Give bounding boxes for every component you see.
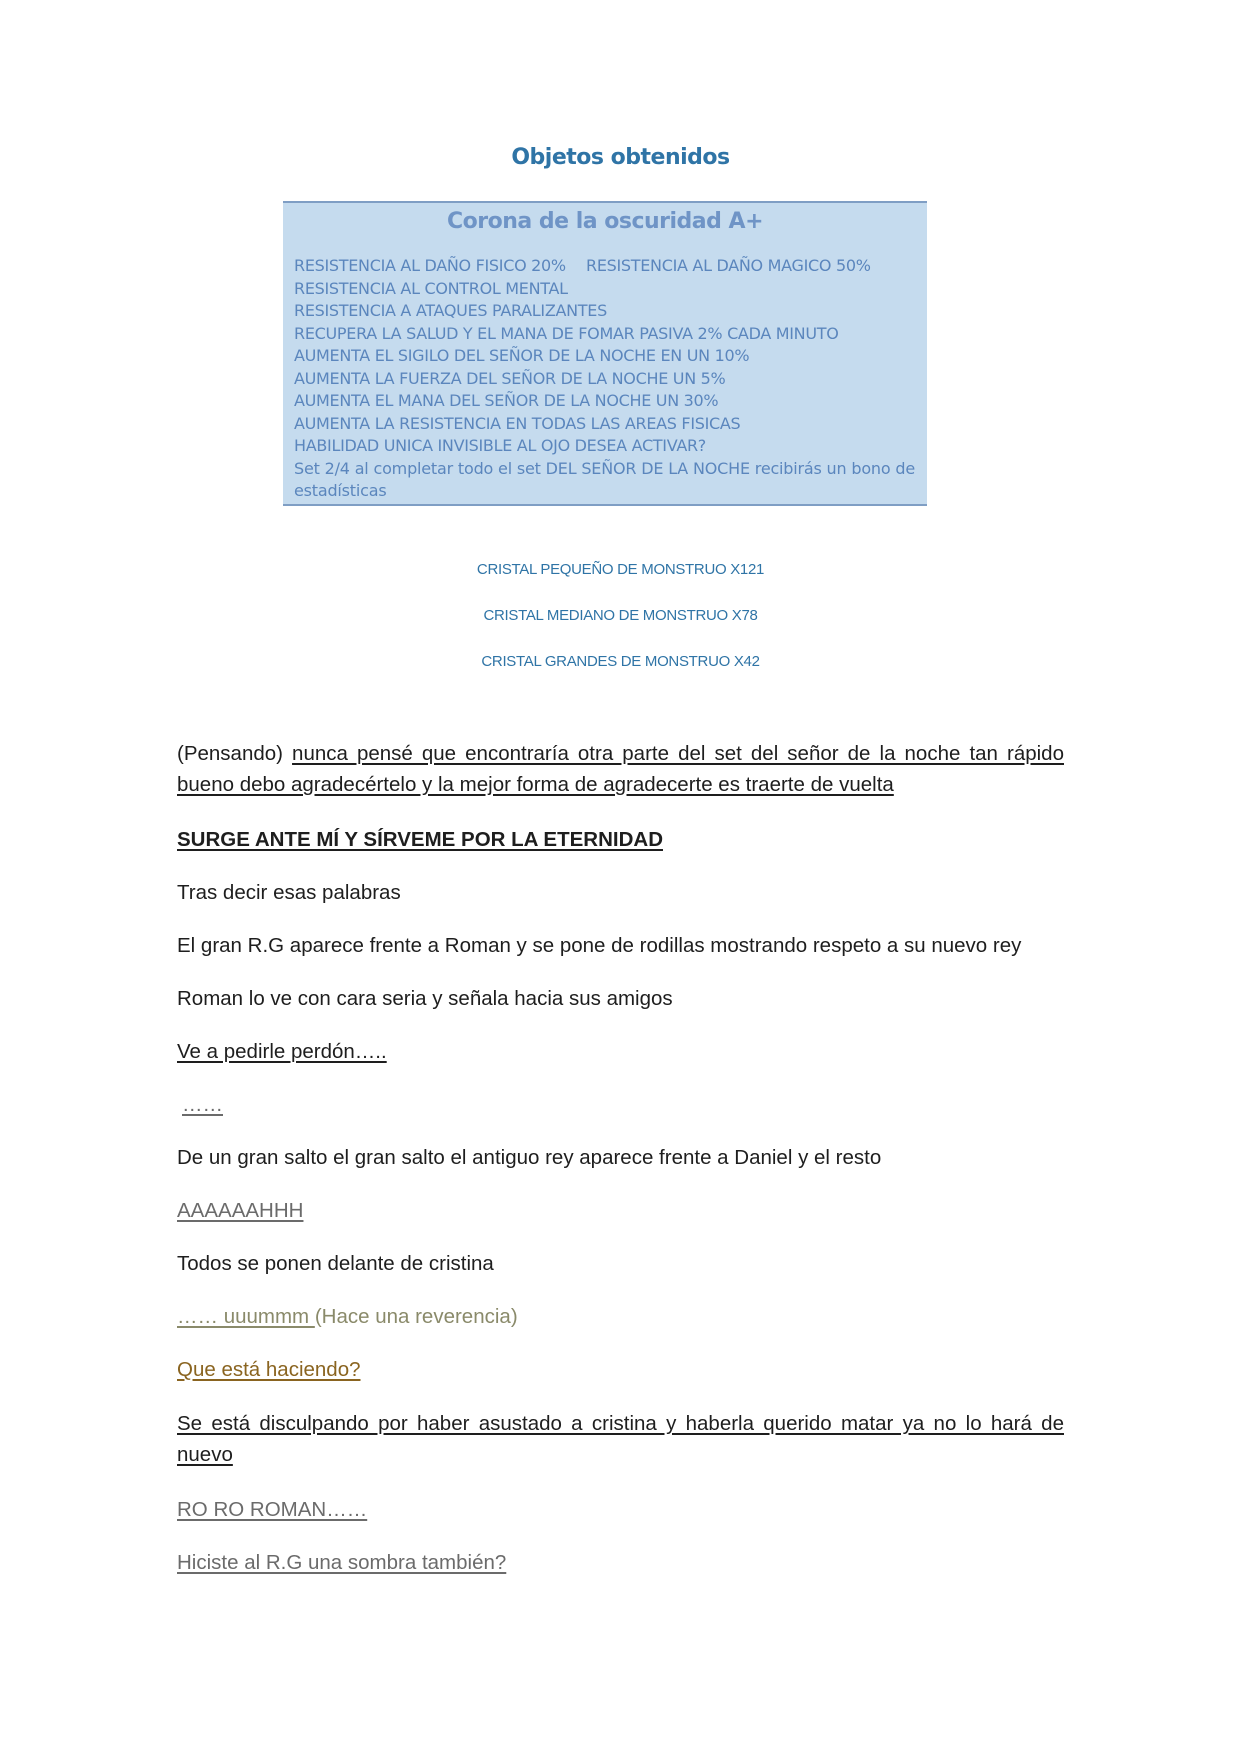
paragraph-summon: SURGE ANTE MÍ Y SÍRVEME POR LA ETERNIDAD xyxy=(177,828,663,851)
paragraph: Tras decir esas palabras xyxy=(177,881,401,904)
paragraph: De un gran salto el gran salto el antiguo rey aparece frente a Daniel y el resto xyxy=(177,1146,882,1169)
item-name: Corona de la oscuridad A+ xyxy=(446,209,764,234)
dialogue-action: (Hace una reverencia) xyxy=(314,1305,518,1328)
paragraph: Roman lo ve con cara seria y señala hacia sus amigos xyxy=(177,987,673,1010)
stat-row: AUMENTA EL SIGILO DEL SEÑOR DE LA NOCHE EN UN 10% xyxy=(294,346,750,365)
dialogue-mumble: …… uuummm xyxy=(177,1305,315,1328)
paragraph-dialogue: RO RO ROMAN…… xyxy=(177,1498,368,1521)
stat-row: RESISTENCIA AL CONTROL MENTAL xyxy=(294,278,568,298)
stat-row: AUMENTA LA RESISTENCIA EN TODAS LAS AREAS FISICAS xyxy=(294,413,741,433)
paragraph-dialogue: …… xyxy=(182,1093,223,1116)
paragraph-dialogue: Hiciste al R.G una sombra también? xyxy=(177,1551,507,1574)
stat-physical-resistance: RESISTENCIA AL DAÑO FISICO 20% xyxy=(294,256,566,275)
paragraph-dialogue: Se está disculpando por haber asustado a cristina y haberla querido matar ya no lo hará de nuevo xyxy=(177,1412,1064,1466)
stat-row: AUMENTA EL MANA DEL SEÑOR DE LA NOCHE UN 30% xyxy=(294,391,719,410)
paragraph-dialogue: AAAAAAHHH xyxy=(177,1199,304,1222)
crystal-small: CRISTAL PEQUEÑO DE MONSTRUO X121 xyxy=(476,561,765,578)
stat-row: RECUPERA LA SALUD Y EL MANA DE FOMAR PASIVA 2% CADA MINUTO xyxy=(294,323,839,343)
crystal-large: CRISTAL GRANDES DE MONSTRUO X42 xyxy=(481,653,760,670)
stat-magic-resistance: RESISTENCIA AL DAÑO MAGICO 50% xyxy=(586,256,871,275)
paragraph: Todos se ponen delante de cristina xyxy=(177,1252,494,1275)
paragraph-dialogue: Que está haciendo? xyxy=(177,1358,361,1381)
thinking-prefix: (Pensando) xyxy=(177,742,293,765)
thinking-text: nunca pensé que encontraría otra parte del set del señor de la noche tan rápido bueno debo agradecértelo y la mejor forma de agradecerte es traerte de vuelta xyxy=(177,742,1064,796)
set-bonus-note: Set 2/4 al completar todo el set DEL SEÑOR DE LA NOCHE recibirás un bono de estadísticas xyxy=(294,458,915,500)
stat-row: AUMENTA LA FUERZA DEL SEÑOR DE LA NOCHE UN 5% xyxy=(294,368,726,388)
paragraph-thinking xyxy=(177,738,1064,800)
paragraph: El gran R.G aparece frente a Roman y se pone de rodillas mostrando respeto a su nuevo rey xyxy=(177,934,1022,957)
item-stats-box xyxy=(283,201,927,506)
crystal-medium: CRISTAL MEDIANO DE MONSTRUO X78 xyxy=(483,607,758,624)
obtained-items-heading: Objetos obtenidos xyxy=(511,145,730,170)
stat-row: RESISTENCIA A ATAQUES PARALIZANTES xyxy=(294,301,607,320)
item-stats-list xyxy=(294,255,915,503)
paragraph-dialogue: Ve a pedirle perdón….. xyxy=(177,1040,387,1063)
stat-row: HABILIDAD UNICA INVISIBLE AL OJO DESEA ACTIVAR? xyxy=(294,436,706,455)
stat-row xyxy=(294,255,915,278)
paragraph-dialogue xyxy=(177,1301,1064,1332)
